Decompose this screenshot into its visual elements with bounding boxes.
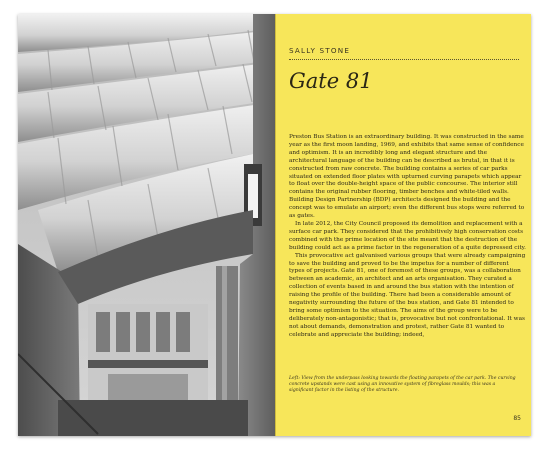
bus-station-photo xyxy=(18,14,275,436)
dotted-rule xyxy=(289,59,519,60)
photo-page xyxy=(18,14,275,436)
paragraph: Preston Bus Station is an extraordinary building. It was constructed in the same year as the first moon landing, 1969, and exhibits that same sense of confidence and optimism. It is an incredibly long and elegant structure and the architectural language of the building can be described as brutal, in that it is constructed from raw concrete. The building contains a series of car parks situated on extended floor plates with upturned curving parapets which appear to float over the double-height space of the public concourse. The interior still contains the original rubber flooring, timber benches and white-tiled walls. Building Design Partnership (BDP) architects designed the building and the concept was to emulate an airport; even the different bus stops were referred to as gates. xyxy=(289,134,525,220)
paragraph: In late 2012, the City Council proposed its demolition and replacement with a surface car park. They considered that the prohibitively high conservation costs combined with the prime location of the site meant that the destruction of the building could act as a prime factor in the regeneration of a quite depressed city. xyxy=(289,220,526,251)
text-page xyxy=(275,14,531,436)
chapter-title: Gate 81 xyxy=(289,69,373,93)
distant-building xyxy=(88,304,208,400)
page-number: 85 xyxy=(513,415,521,422)
body-text xyxy=(289,134,526,340)
paragraph: This provocative act galvanised various groups that were already campaigning to save the building and proved to be the impetus for a number of different types of projects. Gate 81, one of foremost of these groups, was a collaboration between an academic, an architect and an arts organisation. They curated a collection of events based in and around the bus station with the intention of raising the profile of the building. There had been a considerable amount of negativity surrounding the future of the bus station, and Gate 81 intended to bring some optimism to the situation. The aims of the group were to be deliberately non-antagonistic; that is, provocative but not confrontational. It was not about demands, demonstration and protest, rather Gate 81 wanted to celebrate and appreciate the building; indeed, xyxy=(289,252,526,338)
author-name: SALLY STONE xyxy=(289,46,351,55)
book-spread xyxy=(18,14,531,436)
photo-caption: Left: View from the underpass looking towards the floating parapets of the car park. The curving concrete upstands were cast using an innovative system of fibreglass moulds; this was a significant factor in the listing of the structure. xyxy=(289,376,516,393)
